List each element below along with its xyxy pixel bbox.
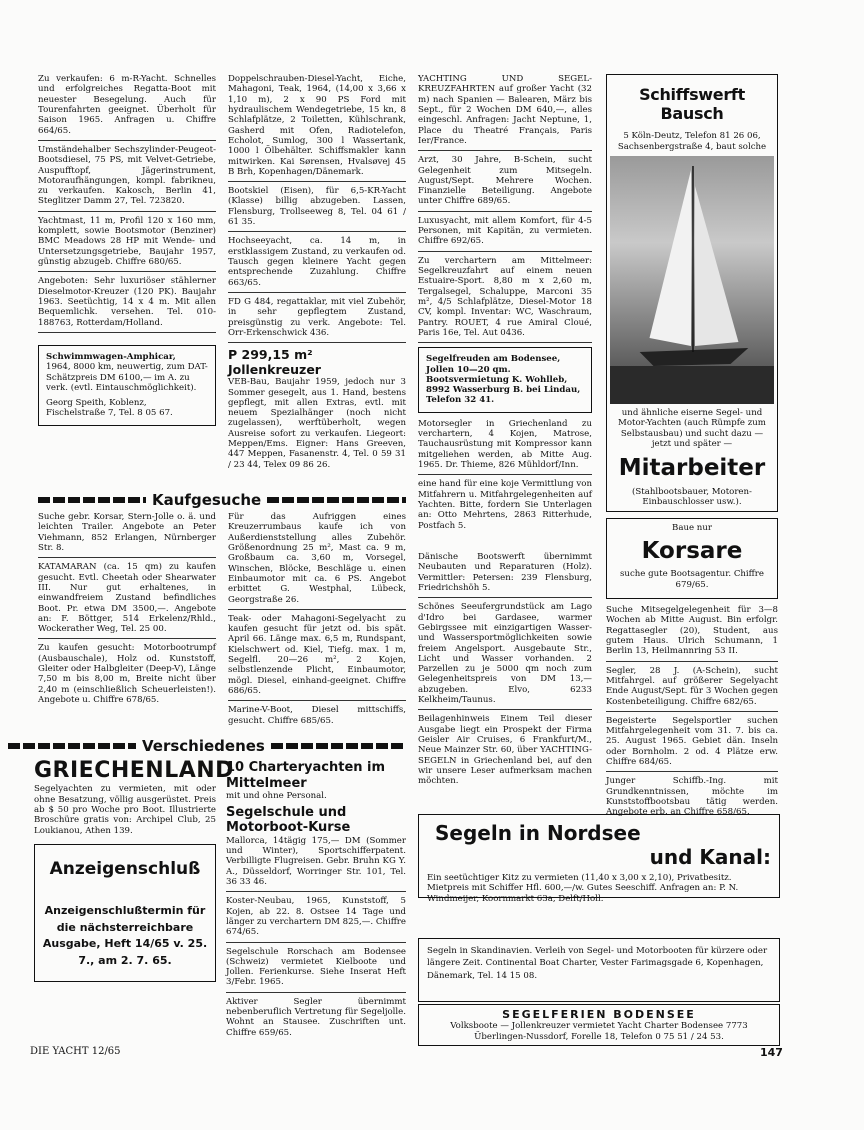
werft-text: und ähnliche eiserne Segel- und Motor-Yachten (auch Rümpfe zum Selbstausbau) und sucht dazu — jetzt und später — xyxy=(618,408,766,449)
amphicar-head: Schwimmwagen-Amphicar, xyxy=(46,351,176,362)
kaufgesuche-title: Kaufgesuche xyxy=(152,490,262,509)
ad-teak-segelyacht: Teak- oder Mahagoni-Segelyacht zu kaufen gesucht für jetzt od. bis spät. April 66. Länge max. 6,5 m, Rundspant, Kielschwert od. Kiel, Tiefg. max. 1 m, Segelfl. 20—26 m², 2 Kojen, selbstlenzende Plicht, Einbaumotor, mögl. Diesel, einhand-geeignet. Chiffre 686/65. xyxy=(228,614,406,702)
werft-address: 5 Köln-Deutz, Telefon 81 26 06, Sachsenbergstraße 4, baut solche xyxy=(617,131,767,152)
column-1-top xyxy=(38,74,216,494)
ad-katamaran: KATAMARAN (ca. 15 qm) zu kaufen gesucht. Evtl. Cheetah oder Shearwater III. Nur gut erhaltenes, in einwandfreiem Zustand befindliches Boot. Pr. etwa DM 3500,—. Angebote an: F. Böttger, 514 Erkelenz/Rhld., Wockerather Weg, Tel. 25 00. xyxy=(38,562,216,639)
ad-segelsportler: Begeisterte Segelsportler suchen Mitfahrgelegenheit vom 31. 7. bis ca. 25. August 1965. Gebiet dän. Inseln oder Bornholm. 2 od. 4 Plätze erw. Chiffre 684/65. xyxy=(606,716,778,773)
verschiedenes-col-2 xyxy=(226,760,406,1044)
sailboat-icon xyxy=(610,156,774,404)
skandinavien-text: Segeln in Skandinavien. Verleih von Segel- und Motorbooten für kürzere oder längere Zeit. Continental Boat Charter, Vester Farimagsgade 6, Kopenhagen, Dänemark, Tel. 14 15 08. xyxy=(427,946,768,981)
amphicar-box xyxy=(38,345,216,426)
ad-luxusyacht: Luxusyacht, mit allem Komfort, für 4-5 Personen, mit Kapitän, zu vermieten. Chiffre 692/65. xyxy=(418,216,592,252)
bodensee-box xyxy=(418,1004,780,1046)
sailing-yacht-photo xyxy=(610,156,774,404)
ad-motorsegler-griechenland: Motorsegler in Griechenland zu verchartern, 4 Kojen, Matrose, Tauchausrüstung mit Kompressor kann mitgeliehen werden, ab Mitte Aug. 1965. Dr. Thieme, 826 Mühldorf/Inn. xyxy=(418,419,592,476)
heading-rule xyxy=(38,497,146,503)
ad-jollenkreuzer: VEB-Bau, Baujahr 1959, jedoch nur 3 Sommer gesegelt, aus 1. Hand, bestens gepflegt, mit allen Extras, evtl. mit neuem Spezialhänger (noch nicht zugelassen), werftüberholt, wegen Ausreise sofort zu verkaufen. Liegeort: Meppen/Ems. Eigner: Hans Greeven, 447 Meppen, Fasanenstr. 4, Tel. 0 59 31 / 23 44, Telex 09 86 26. xyxy=(228,377,406,470)
ad-daenische-bootswerft: Dänische Bootswerft übernimmt Neubauten und Reparaturen (Holz). Vermittler: Petersen: 239 Flensburg, Friedrichshöh 5. xyxy=(418,552,592,598)
kaufgesuche-heading xyxy=(38,492,406,507)
griechenland-title: GRIECHENLAND xyxy=(34,758,234,783)
ad-griechenland: Segelyachten zu vermieten, mit oder ohne Besatzung, völlig ausgerüstet. Preis ab $ 50 pro Woche pro Boot. Illustrierte Broschüre gratis von: Archipel Club, 25 Loukianou, Athen 139. xyxy=(34,784,216,836)
jollenkreuzer-head: P 299,15 m² Jollenkreuzer xyxy=(228,347,321,378)
bodensee-box-line2: Bootsvermietung K. Wohlleb, 8992 Wasserburg B. bei Lindau, Telefon 32 41. xyxy=(426,374,581,406)
schule-title: Segelschule und Motorboot-Kurse xyxy=(226,804,351,836)
column-3-lower xyxy=(418,552,592,810)
ad-aufriggen: Für das Aufriggen eines Kreuzerrumbaus kaufe ich von Außerdienststellung alles Zubehör. Größenordnung 25 m², Mast ca. 9 m, Großbaum ca. 3,60 m, Vorsegel, Winschen, Blöcke, Beschläge u. einen Einbaumotor mit ca. 6 PS. Angebot erbittet G. Westphal, Lübeck, Georgstraße 26. xyxy=(228,512,406,610)
ad-6m-r-yacht: Zu verkaufen: 6 m-R-Yacht. Schnelles und erfolgreiches Regatta-Boot mit neuester Besegelung. Auch für Tourenfahrten geeignet. Überholt für Saison 1965. Anfragen u. Chiffre 664/65. xyxy=(38,74,216,141)
ad-arzt: Arzt, 30 Jahre, B-Schein, sucht Gelegenheit zum Mitsegeln. August/Sept. Mehrere Wochen. Finanzielle Beteiligung. Angebote unter Chiffre 689/65. xyxy=(418,155,592,212)
ad-peugeot-diesel: Umständehalber Sechszylinder-Peugeot-Bootsdiesel, 75 PS, mit Velvet-Getriebe, Auspufftopf, Jägerinstrument, Motoraufhängungen, kompl. fabrikneu, zu verkaufen. Kakosch, Berlin 41, Steglitzer Damm 27, Tel. 723820. xyxy=(38,145,216,212)
ad-mittelmeer-charter: Zu verchartern am Mittelmeer: Segelkreuzfahrt auf einem neuen Estuaire-Sport. 8,80 m x 2,60 m, Tergalsegel, Schaluppe, Marconi 35 m², 4/5 Schlafplätze, Diesel-Motor 18 CV, kompl. Inventar: WC, Waschraum, Pantry. ROUET, 4 rue Amiral Cloué, Paris 16e, Tel. Aut 0436. xyxy=(418,256,592,344)
charter-sub: mit und ohne Personal. xyxy=(226,791,327,802)
bodensee-title: SEGELFERIEN BODENSEE xyxy=(502,1008,696,1021)
anzeigenschluss-title: Anzeigenschluß xyxy=(49,858,201,879)
ad-beilagenhinweis: Beilagenhinweis Einem Teil dieser Ausgabe liegt ein Prospekt der Firma Geisler Air Cruises, 6 Frankfurt/M., Neue Mainzer Str. 60, über YACHTING-SEGELN in Griechenland bei, auf den wir unsere Leser aufmerksam machen möchten. xyxy=(418,714,592,787)
page-number: 147 xyxy=(760,1046,783,1059)
ad-hochseeyacht: Hochseeyacht, ca. 14 m, in erstklassigem Zustand, zu verkaufen od. Tausch gegen kleinere Yacht gegen entsprechende Zuzahlung. Chiffre 663/65. xyxy=(228,236,406,293)
ad-segelschule-mallorca: Mallorca, 14tägig 175,— DM (Sommer und Winter), Sportschifferpatent. Verbilligte Flugreisen. Gebr. Bruhn KG Y. A., Düsseldorf, Worringer Str. 101, Tel. 36 33 46. xyxy=(226,836,406,893)
kaufgesuche-col-2 xyxy=(228,512,406,732)
ad-doppelschrauben-yacht: Doppelschrauben-Diesel-Yacht, Eiche, Mahagoni, Teak, 1964, (14,00 x 3,66 x 1,10 m), 2 x 90 PS Ford mit hydraulischem Wendegetriebe, 15 kn, 8 Schlafplätze, 2 Toiletten, Kühlschrank, Gasherd mit Ofen, Radiotelefon, Echolot, Sumlog, 300 l Wassertank, 1000 l Ölbehälter. Schiffsmakler kann mitwirken. Kai Sørensen, Hvalsøvej 45 B Brh, Kopenhagen/Dänemark. xyxy=(228,74,406,182)
column-3-top xyxy=(418,74,592,564)
footer-magazine: DIE YACHT 12/65 xyxy=(30,1046,121,1057)
korsare-post: suche gute Bootsagentur. Chiffre 679/65. xyxy=(620,569,764,590)
heading-rule xyxy=(8,743,136,749)
charter-title: 10 Charteryachten im Mittelmeer xyxy=(226,760,386,791)
werft-title: Schiffswerft Bausch xyxy=(639,85,745,124)
ad-mitsegelgelegenheit: Suche Mitsegelgelegenheit für 3—8 Wochen ab Mitte August. Bin erfolgr. Regattasegler (20), Student, aus gutem Haus. Ulrich Schumann, 1 Berlin 13, Heilmannring 53 II. xyxy=(606,605,778,662)
nordsee-text: Ein seetüchtiger Kitz zu vermieten (11,40 x 3,00 x 2,10), Privatbesitz. Mietpreis mit Schiffer Hfl. 600,—/w. Gutes Seeschiff. Anfragen an: P. N. Windmeijer, Koornmarkt 63a, Delft/Holl. xyxy=(427,873,739,904)
ad-segler-28: Segler, 28 J. (A-Schein), sucht Mitfahrgel. auf größerer Segelyacht Ende August/Sept. für 3 Wochen gegen Kostenbeteiligung. Chiffre 682/65. xyxy=(606,666,778,712)
korsare-title: Korsare xyxy=(641,537,743,564)
ad-koster-neubau: Koster-Neubau, 1965, Kunststoff, 5 Kojen, ab 22. 8. Ostsee 14 Tage und länger zu verchartern DM 825,—. Chiffre 674/65. xyxy=(226,896,406,942)
bodensee-jollen-box xyxy=(418,347,592,413)
verschiedenes-col-1 xyxy=(34,758,234,1044)
ad-eine-hand-fuer-eine-koje: eine hand für eine koje Vermittlung von Mitfahrern u. Mitfahrgelegenheiten auf Yachten. Bitte, fordern Sie Unterlagen an: Otto Mehrtens, 2863 Ritterhude, Postfach 5. xyxy=(418,479,592,531)
ad-bootskiel: Bootskiel (Eisen), für 6,5-KR-Yacht (Klasse) billig abzugeben. Lassen, Flensburg, Trollseeweg 8, Tel. 04 61 / 61 35. xyxy=(228,186,406,232)
heading-rule xyxy=(267,497,406,503)
ad-schiffbau-ing: Junger Schiffb.-Ing. mit Grundkenntnissen, möchte im Kunststoffbootsbau tätig werden. Angebote erb. an Chiffre 658/65. xyxy=(606,776,778,818)
ad-yachtmast: Yachtmast, 11 m, Profil 120 x 160 mm, komplett, sowie Bootsmotor (Benziner) BMC Meadows 28 HP mit Wende- und Untersetzungsgetriebe, Baujahr 1957, günstig abzugeb. Chiffre 680/65. xyxy=(38,216,216,273)
amphicar-contact: Georg Speith, Koblenz, Fischelstraße 7, Tel. 8 05 67. xyxy=(46,398,173,419)
ad-suche-korsar: Suche gebr. Korsar, Stern-Jolle o. ä. und leichten Trailer. Angebote an Peter Viehmann, 852 Erlangen, Nürnberger Str. 8. xyxy=(38,512,216,558)
ad-fd-g-484: FD G 484, regattaklar, mit viel Zubehör, in sehr gepflegtem Zustand, preisgünstig zu verk. Angebote: Tel. Orr-Erkenschwick 436. xyxy=(228,297,406,343)
schiffswerft-bausch-box xyxy=(606,74,778,512)
ad-segelschule-rorschach: Segelschule Rorschach am Bodensee (Schweiz) vermietet Kielboote und Jollen. Ferienkurse. Siehe Inserat Heft 3/Febr. 1965. xyxy=(226,947,406,993)
nordsee-title-2: und Kanal: xyxy=(649,845,771,869)
bodensee-box-line1: Segelfreuden am Bodensee, Jollen 10—20 qm. xyxy=(426,354,561,375)
verschiedenes-heading xyxy=(8,738,406,753)
korsare-pre: Baue nur xyxy=(672,523,712,534)
kaufgesuche-col-1 xyxy=(38,512,216,732)
mitarbeiter-title: Mitarbeiter xyxy=(618,455,766,482)
heading-rule xyxy=(271,743,406,749)
ad-seeufergrundstueck: Schönes Seeufergrundstück am Lago d'Idro bei Gardasee, warmer Gebirgssee mit einzigartigen Wasser- und Wassersportmöglichkeiten sowie freiem Angelsport. Ausgebaute Str., Licht und Wasser vorhanden. 2 Parzellen zu je 5000 qm noch zum Gelegenheitspreis von DM 13,— abzugeben. Elvo, 6233 Kelkheim/Taunus. xyxy=(418,602,592,710)
anzeigenschluss-box xyxy=(34,844,216,982)
korsare-box xyxy=(606,518,778,599)
nordsee-box xyxy=(418,814,780,904)
ad-motorbootrumpf: Zu kaufen gesucht: Motorbootrumpf (Ausbauschale), Holz od. Kunststoff, Gleiter oder Halbgleiter (Deep-V), Länge 7,50 m bis 8,00 m, Breite nicht über 2,40 m (einschließlich Scheuerleisten!). Angebote u. Chiffre 678/65. xyxy=(38,643,216,705)
verschiedenes-title: Verschiedenes xyxy=(142,736,265,755)
column-4 xyxy=(606,74,778,818)
column-2-top xyxy=(228,74,406,492)
nordsee-title-1: Segeln in Nordsee xyxy=(435,821,641,845)
ad-aktiver-segler: Aktiver Segler übernimmt nebenberuflich Vertretung für Segeljolle. Wohnt an Stausee. Zuschriften unt. Chiffre 659/65. xyxy=(226,996,406,1038)
ad-yachting-kreuzfahrten: YACHTING UND SEGEL-KREUZFAHRTEN auf großer Yacht (32 m) nach Spanien — Balearen, März bis Sept., für 2 Wochen DM 640,—, alles eingeschl. Anfragen: Jacht Neptune, 1, Place du Theatré Français, Paris Ier/France. xyxy=(418,74,592,151)
skandinavien-box xyxy=(418,938,780,1002)
mitarbeiter-sub: (Stahlbootsbauer, Motoren-Einbauschlosser usw.). xyxy=(632,486,752,508)
bodensee-text: Volksboote — Jollenkreuzer vermietet Yacht Charter Bodensee 7773 Überlingen-Nussdorf, Forelle 18, Telefon 0 75 51 / 24 53. xyxy=(450,1021,748,1042)
ad-dieselmotor-kreuzer: Angeboten: Sehr luxuriöser stählerner Dieselmotor-Kreuzer (120 PK). Baujahr 1963. Seetüchtig, 14 x 4 m. Mit allen Bequemlichk. versehen. Tel. 010-188763, Rotterdam/Holland. xyxy=(38,276,216,333)
amphicar-body: 1964, 8000 km, neuwertig, zum DAT-Schätzpreis DM 6100,— im A. zu verk. (evtl. Eintauschmöglichkeit). xyxy=(46,362,208,393)
ad-marine-v-boot: Marine-V-Boot, Diesel mittschiffs, gesucht. Chiffre 685/65. xyxy=(228,705,406,726)
anzeigenschluss-text: Anzeigenschlußtermin für die nächsterreichbare Ausgabe, Heft 14/65 v. 25. 7., am 2. 7. 65. xyxy=(42,904,208,967)
